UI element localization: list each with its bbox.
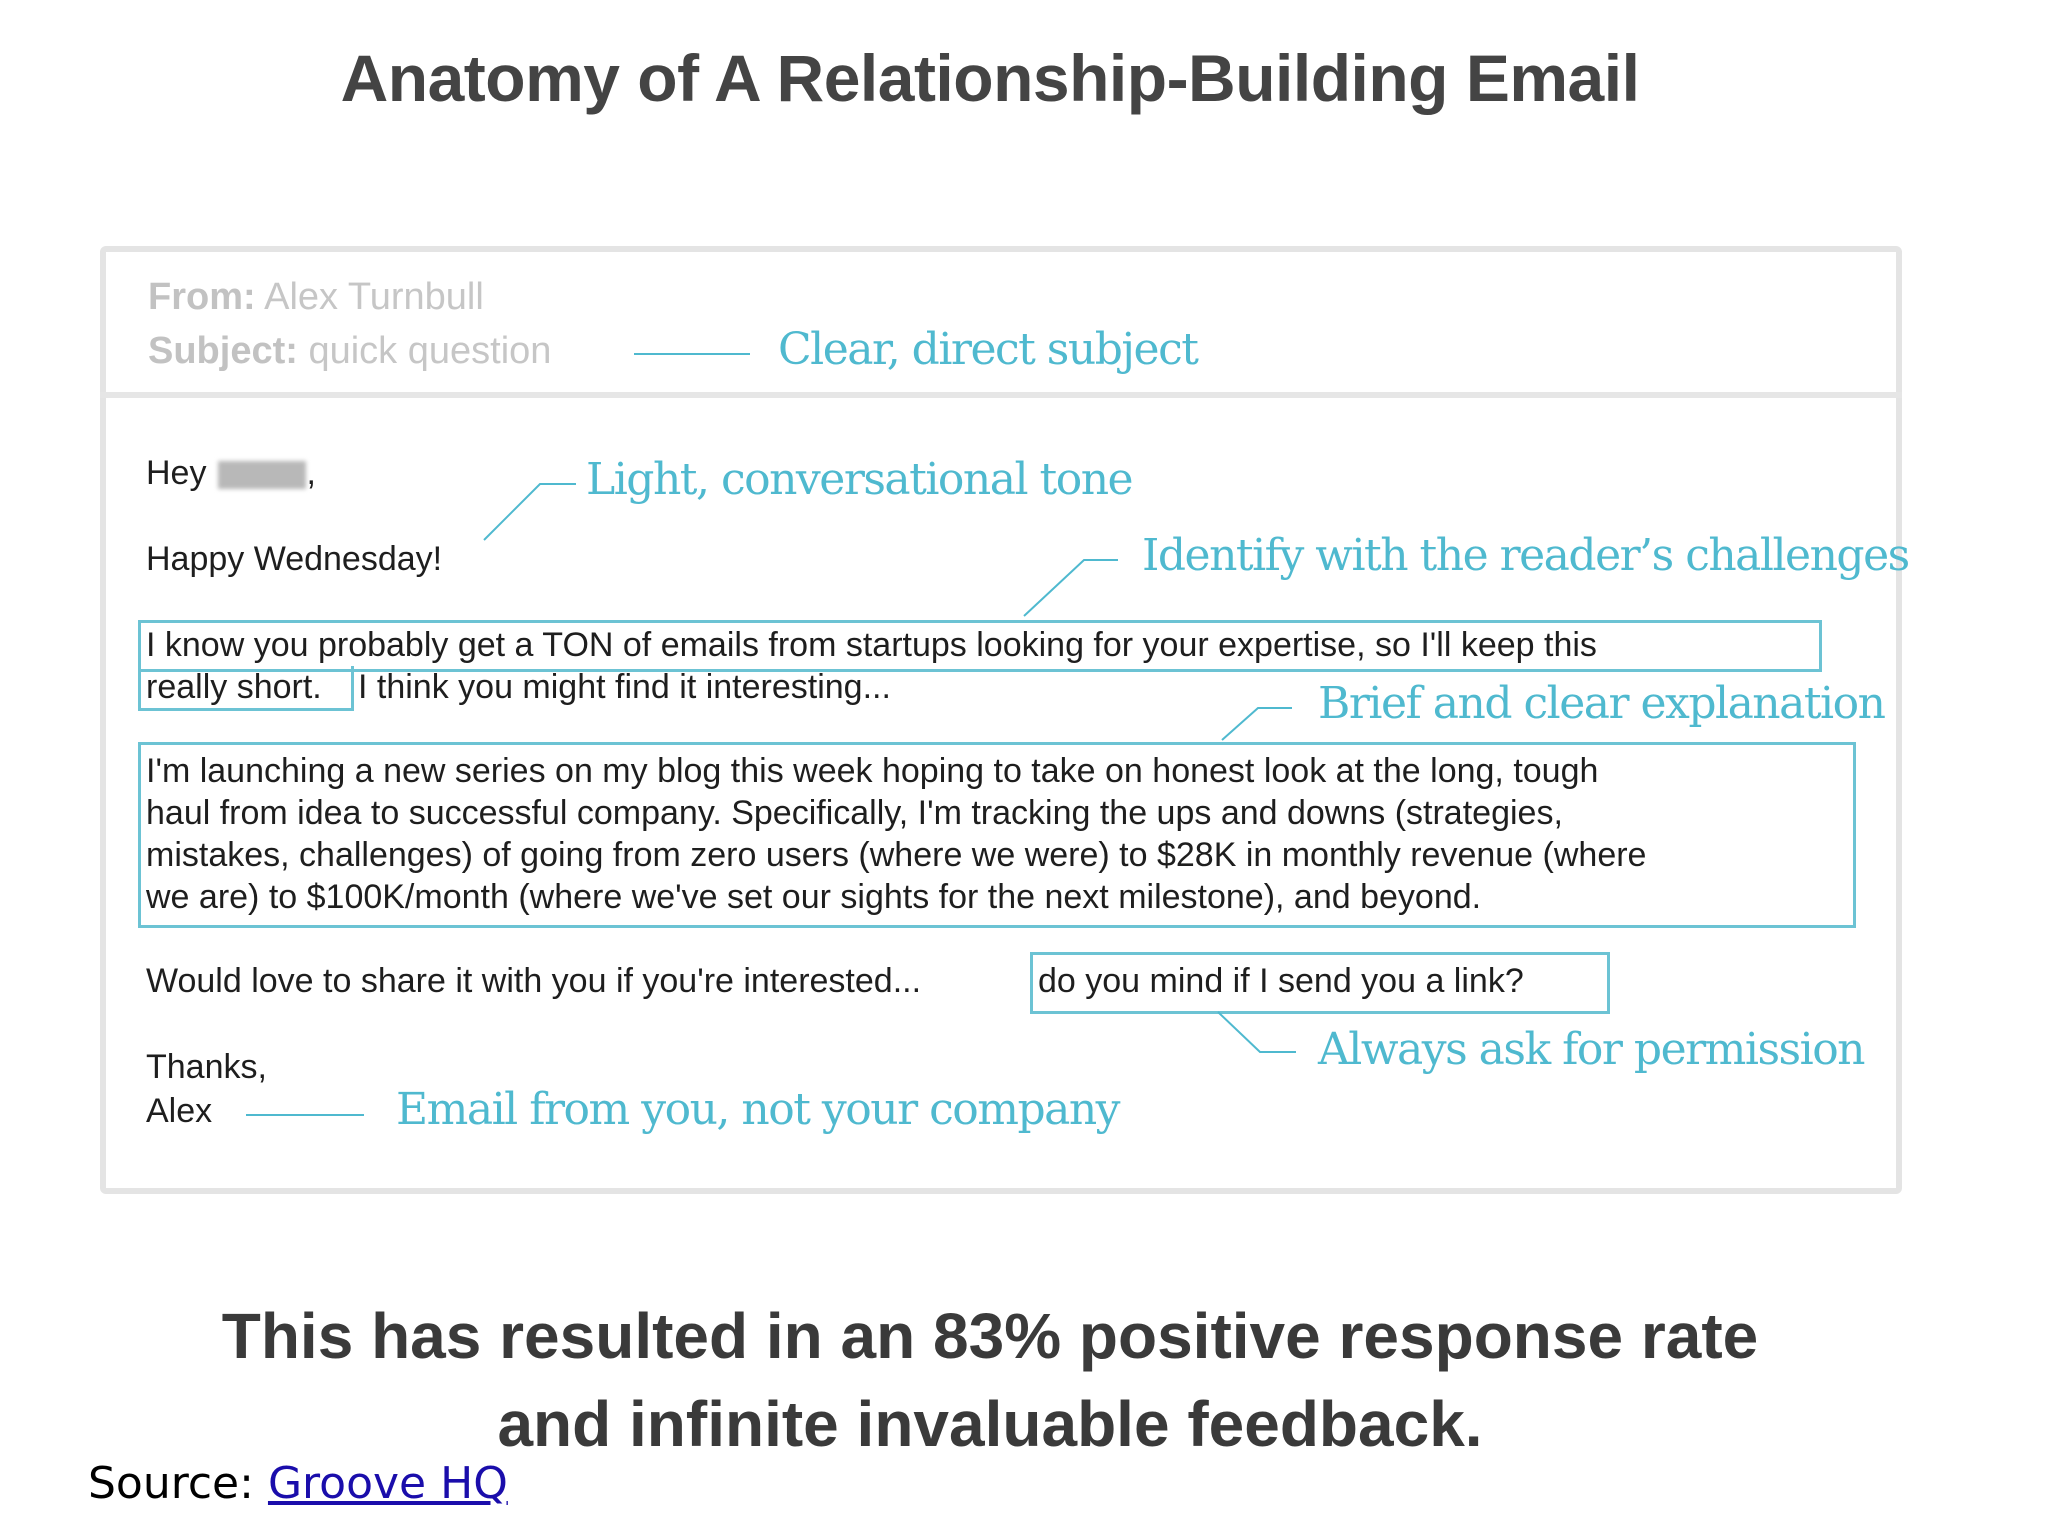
annotation-challenges: Identify with the reader’s challenges [1142, 530, 1909, 581]
annotation-permission: Always ask for permission [1318, 1024, 1865, 1075]
signature: Alex [146, 1092, 213, 1130]
from-line [148, 276, 484, 319]
footer-claim [0, 1292, 1980, 1468]
footer-line-2: and infinite invaluable feedback. [497, 1388, 1483, 1460]
paragraph-2-line-2: haul from idea to successful company. Specifically, I'm tracking the ups and downs (strategies, [146, 794, 1563, 832]
paragraph-3-start: Would love to share it with you if you're interested... [146, 962, 922, 1000]
paragraph-2-line-1: I'm launching a new series on my blog this week hoping to take on honest look at the long, tough [146, 752, 1599, 790]
signature-annotation-line [246, 1114, 364, 1116]
greeting-line [146, 452, 316, 494]
annotation-tone: Light, conversational tone [586, 454, 1133, 505]
subject-line [148, 330, 551, 373]
greeting-punct: , [306, 454, 316, 492]
annotation-from-you: Email from you, not your company [396, 1084, 1120, 1135]
paragraph-1-line-1: I know you probably get a TON of emails from startups looking for your expertise, so I'll keep this [146, 626, 1597, 664]
annotation-explanation: Brief and clear explanation [1318, 678, 1885, 729]
paragraph-2-line-4: we are) to $100K/month (where we've set our sights for the next milestone), and beyond. [146, 878, 1482, 916]
source-credit [88, 1458, 508, 1509]
from-value: Alex Turnbull [264, 276, 484, 318]
subject-annotation-line [634, 353, 750, 355]
subject-label: Subject: [148, 330, 298, 372]
redacted-name [218, 461, 306, 489]
source-label: Source: [88, 1458, 254, 1509]
paragraph-1-line-2: really short. [146, 668, 322, 706]
paragraph-3-boxed: do you mind if I send you a link? [1038, 962, 1524, 1000]
footer-line-1: This has resulted in an 83% positive response rate [221, 1300, 1759, 1372]
subject-value: quick question [308, 330, 552, 372]
email-header-divider [100, 392, 1902, 398]
happy-line: Happy Wednesday! [146, 540, 443, 578]
source-link[interactable]: Groove HQ [267, 1458, 508, 1509]
paragraph-2-line-3: mistakes, challenges) of going from zero users (where we were) to $28K in monthly revenue (where [146, 836, 1647, 874]
from-label: From: [148, 276, 256, 318]
page-title: Anatomy of A Relationship-Building Email [340, 41, 1640, 115]
paragraph-1-rest: I think you might find it interesting... [358, 668, 891, 706]
signoff: Thanks, [146, 1048, 267, 1086]
annotation-subject: Clear, direct subject [778, 324, 1198, 375]
greeting-text: Hey [146, 454, 207, 492]
